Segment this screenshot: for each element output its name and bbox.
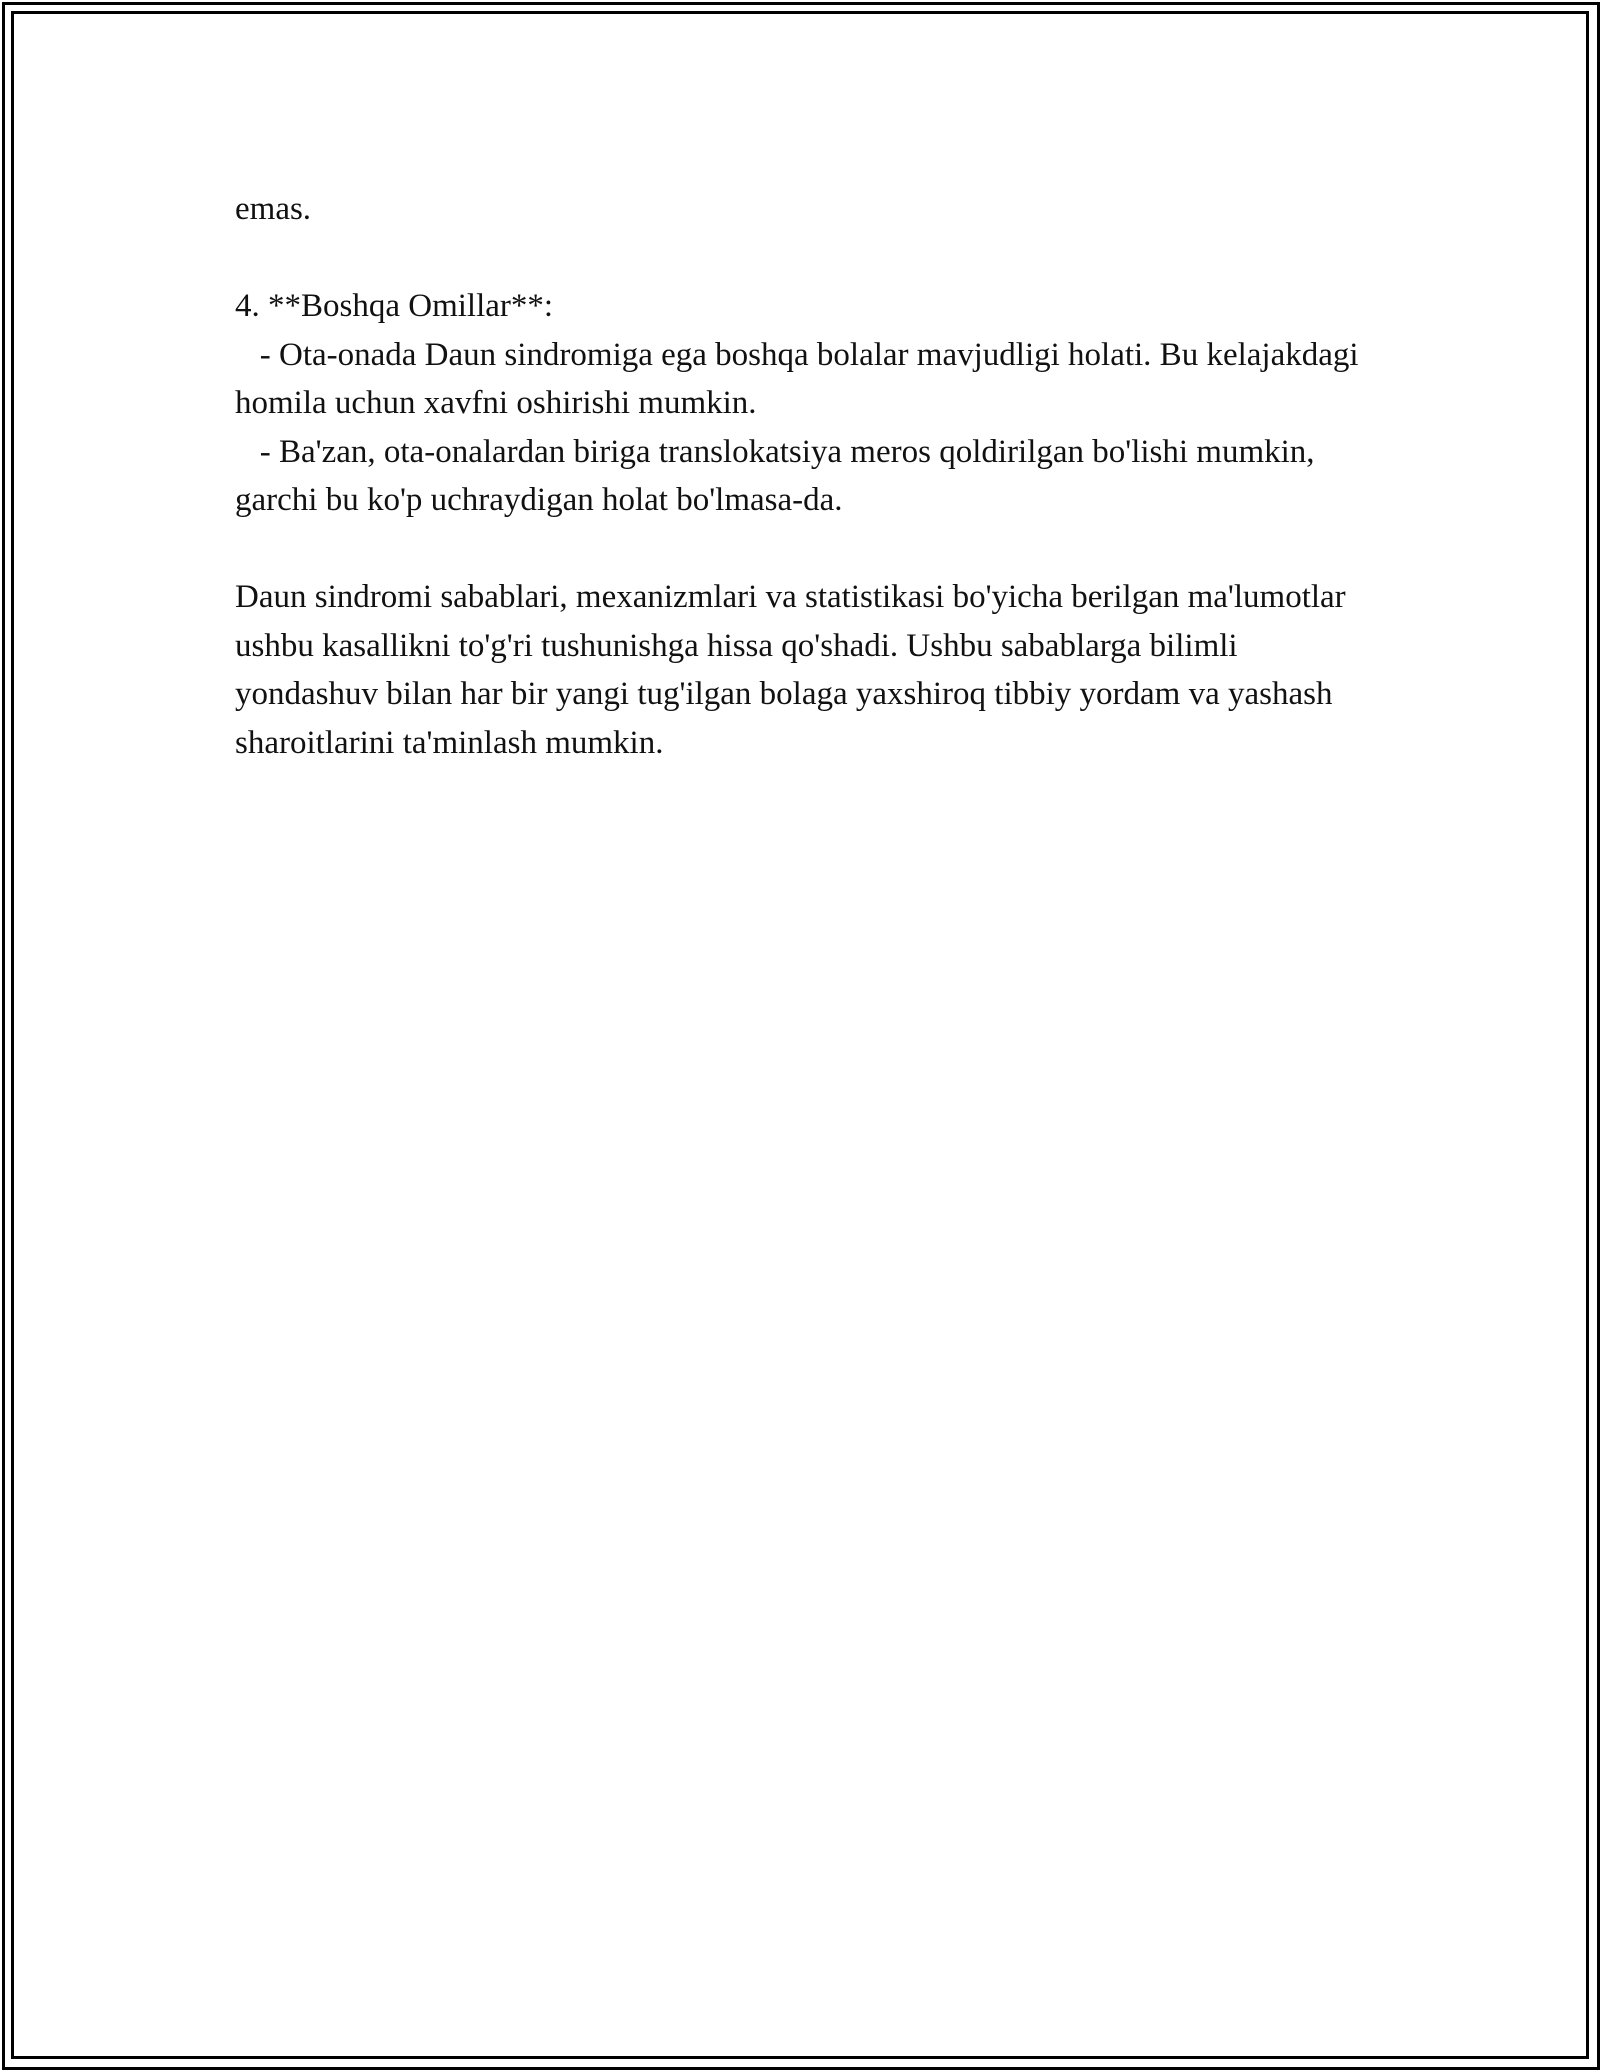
paragraph-spacer: [235, 234, 1365, 283]
conclusion-paragraph: Daun sindromi sabablari, mexanizmlari va statistikasi bo'yicha berilgan ma'lumotlar ushbu kasallikni to'g'ri tushunishga hissa qo'shadi. Ushbu sabablarga bilimli yondashuv bilan har bir yangi tug'ilgan bolaga yaxshiroq tibbiy yordam va yashash sharoitlarini ta'minlash mumkin.: [235, 579, 1346, 761]
document-body: [235, 185, 1365, 767]
list-item: - Ba'zan, ota-onalardan biriga translokatsiya meros qoldirilgan bo'lishi mumkin, garchi bu ko'p uchraydigan holat bo'lmasa-da.: [235, 433, 1323, 518]
list-item: - Ota-onada Daun sindromiga ega boshqa bolalar mavjudligi holati. Bu kelajakdagi homila uchun xavfni oshirishi mumkin.: [235, 336, 1367, 421]
continuation-line: emas.: [235, 191, 312, 227]
paragraph-spacer: [235, 525, 1365, 574]
section-heading: 4. **Boshqa Omillar**:: [235, 288, 554, 324]
